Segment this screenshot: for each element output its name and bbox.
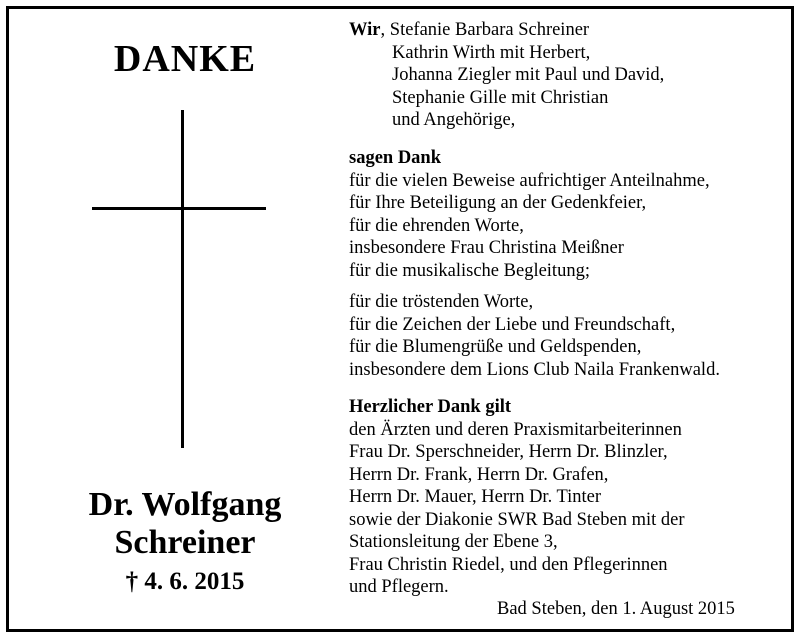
deceased-name-line2: Schreiner xyxy=(114,524,256,561)
cross-icon-vertical-bar xyxy=(181,110,184,448)
thanks-section-2 xyxy=(349,291,720,381)
section-line: für die vielen Beweise aufrichtiger Anteilnahme, xyxy=(349,170,710,191)
intro-line: und Angehörige, xyxy=(392,110,516,130)
section-line: Frau Christin Riedel, und den Pflegerinnen xyxy=(349,554,668,575)
section-line: für die musikalische Begleitung; xyxy=(349,260,590,281)
section-line: für Ihre Beteiligung an der Gedenkfeier, xyxy=(349,193,647,213)
place-date-signature: Bad Steben, den 1. August 2015 xyxy=(497,599,735,619)
obituary-notice xyxy=(6,6,794,632)
section-line: für die ehrenden Worte, xyxy=(349,215,524,236)
cross-icon-horizontal-bar xyxy=(92,207,266,210)
family-intro xyxy=(349,19,664,132)
section-line: Herrn Dr. Frank, Herrn Dr. Grafen, xyxy=(349,464,609,485)
section-line: Herrn Dr. Mauer, Herrn Dr. Tinter xyxy=(349,487,602,507)
intro-first-line xyxy=(349,19,664,42)
thanks-section-3 xyxy=(349,396,685,599)
section-line: für die Blumengrüße und Geldspenden, xyxy=(349,337,642,357)
section-line: Stationsleitung der Ebene 3, xyxy=(349,532,558,552)
deceased-name-line1: Dr. Wolfgang xyxy=(88,486,282,523)
intro-line: Stephanie Gille mit Christian xyxy=(392,87,609,108)
section-line: für die Zeichen der Liebe und Freundschaft, xyxy=(349,314,676,335)
intro-lead: Wir xyxy=(349,20,381,40)
section-line: und Pflegern. xyxy=(349,577,449,597)
intro-first-name: , Stefanie Barbara Schreiner xyxy=(380,20,590,40)
section-line: für die tröstenden Worte, xyxy=(349,292,534,312)
section-line: insbesondere dem Lions Club Naila Frankenwald. xyxy=(349,359,720,380)
danke-heading: DANKE xyxy=(113,38,257,80)
deceased-name xyxy=(9,486,361,562)
death-date: † 4. 6. 2015 xyxy=(125,568,245,595)
section-heading: Herzlicher Dank gilt xyxy=(349,397,512,417)
intro-line: Kathrin Wirth mit Herbert, xyxy=(392,42,591,63)
section-line: den Ärzten und deren Praxismitarbeiterinnen xyxy=(349,419,682,440)
section-line: insbesondere Frau Christina Meißner xyxy=(349,238,624,258)
section-heading: sagen Dank xyxy=(349,148,442,168)
intro-line: Johanna Ziegler mit Paul und David, xyxy=(392,65,665,85)
thanks-section-1 xyxy=(349,147,710,282)
section-line: sowie der Diakonie SWR Bad Steben mit der xyxy=(349,509,685,530)
section-line: Frau Dr. Sperschneider, Herrn Dr. Blinzler, xyxy=(349,442,668,462)
